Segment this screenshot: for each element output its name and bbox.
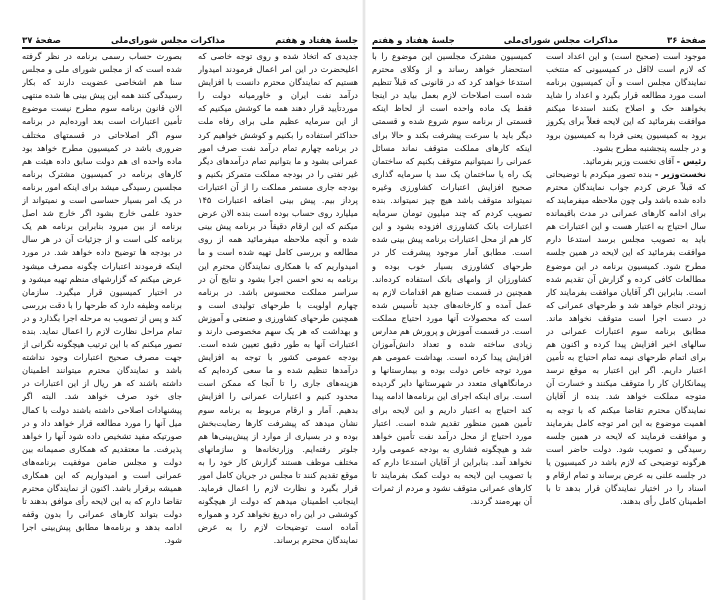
session-title: جلسهٔ هفتاد و هفتم bbox=[372, 36, 455, 46]
page-gutter bbox=[362, 0, 366, 600]
session-title: جلسهٔ هفتاد و هفتم bbox=[275, 36, 358, 46]
page-number: صفحهٔ ۳۶ bbox=[667, 36, 706, 46]
speech-text: آقای نخست وزیر بفرمائید. bbox=[582, 155, 675, 166]
text-column-left bbox=[22, 50, 182, 595]
left-page bbox=[22, 0, 358, 600]
speaker-name: نخست‌وزیر - bbox=[654, 168, 706, 179]
text-column-left bbox=[372, 50, 532, 595]
speaker-paragraph bbox=[546, 155, 706, 168]
publication-title: مذاکرات مجلس شورای‌ملی bbox=[503, 36, 618, 46]
paragraph: موجود است (صحیح است) و این اعداد است که لازم است لااقل در کمیسیونی که منتخب نمایندگان مجلس است و آن کمیسیون برنامه است مورد مطالعه قرار بگیرد و اعداد را شاید بخواهند حک و اصلاح بکنند استدعا میکنم موافقت بفرمائید که این لایحه فعلاً برای یکروز برود به کمیسیون یعنی فردا به کمیسیون برود و در جلسه پنجشنبه مطرح بشود. bbox=[546, 51, 706, 153]
publication-title: مذاکرات مجلس شورای‌ملی bbox=[111, 36, 226, 46]
text-column-right bbox=[546, 50, 706, 595]
paragraph: بصورت حساب رسمی برنامه در نظر گرفته شده است که از مجلس شورای ملی و مجلس سنا هم اشخاصی عضویت دارند که بکار رسیدگی کنند همه این پیش بینی ها شده منتهی الان قانون برنامه سوم مطرح نیست موضوع تأمین اعتبارات است بعد اورده‌ایم در برنامه سوم اگر اصلاحاتی در قسمتهای مختلف ضروری باشد در کمیسیون مطرح خواهد بود ماده واحده ای هم دولت سابق داده هیئت هم کارهای برنامه در کمیسیون مشترک برنامه مجلسین رسیدگی میشد برای اینکه امور برنامه در یک امر بسیار حساسی است و نمیتواند از حدود علمی خارج بشود اگر خارج شد اصل برنامه از بین میرود بنابراین برنامه هم یک برنامه کلی است و از جزئیات آن در هر سال در بودجه ها توضیح داده خواهد شد. در مورد اینکه فرمودند اعتبارات چگونه مصرف میشود عرض میکنم که گزارشهای منظم تهیه میشود و در اختیار کمیسیون قرار میگیرد. سازمان برنامه وظیفه دارد که طرحها را با دقت بررسی کند و پس از تصویب به مرحله اجرا بگذارد و در تمام مراحل نظارت لازم را اعمال نماید. بنده تصور میکنم که با این ترتیب هیچگونه نگرانی از جهت مصرف صحیح اعتبارات وجود نداشته باشد و نمایندگان محترم میتوانند اطمینان داشته باشند که هر ریال از این اعتبارات در جای خود صرف خواهد شد. البته اگر پیشنهادات اصلاحی داشته باشند دولت با کمال میل آنها را مورد مطالعه قرار خواهد داد و در صورتیکه مفید تشخیص داده شود آنها را خواهد پذیرفت. ما معتقدیم که همکاری صمیمانه بین دولت و مجلس ضامن موفقیت برنامه‌های عمرانی است و امیدواریم که این همکاری همیشه برقرار باشد. اکنون از نمایندگان محترم تقاضا دارم که به این لایحه رأی موافق بدهند تا دولت بتواند کارهای عمرانی را بدون وقفه ادامه بدهد و برنامه‌ها مطابق پیش‌بینی اجرا شود. bbox=[22, 51, 182, 546]
speaker-paragraph bbox=[546, 168, 706, 508]
page-number: صفحهٔ ۳۷ bbox=[22, 36, 61, 46]
paragraph: کمیسیون مشترک مجلسین این موضوع را با استحضار خواهد رساند و از وکلای محترم استدعا خواهد کرد که در قانونی که قبلاً تنظیم شده است اصلاحات لازم بعمل بیاید در اینجا فقط یک ماده واحده است از لحاظ اینکه قسمتی از برنامه سوم شروع شده و قسمتی دیگر باید با سرعت پیشرفت بکند و حالا برای اینکه کارهای مملکت متوقف نماند مسائل عمرانی را نمیتوانیم متوقف بکنیم که ساختمان یک راه یا ساختمان یک سد یا سرمایه گذاری صحیح افزایش اعتبارات کشاورزی وغیره نمیتواند متوقف باشد هیچ چیز نمیتواند. بنده تصویب کردم که چند میلیون تومان سرمایه اعتبارات بانک کشاورزی افزوده بشود و این کار هم از محل اعتبارات برنامه پیش بینی شده است. مطابق آمار موجود پیشرفت کار در طرحهای کشاورزی بسیار خوب بوده و کشاورزان از وامهای بانک استفاده کرده‌اند. همچنین در قسمت صنایع هم اقدامات لازم به عمل آمده و کارخانه‌های جدید تأسیس شده است که محصولات آنها مورد احتیاج مملکت است. در قسمت آموزش و پرورش هم مدارس زیادی ساخته شده و تعداد دانش‌آموزان افزایش پیدا کرده است. بهداشت عمومی هم مورد توجه خاص دولت بوده و بیمارستانها و درمانگاههای متعدد در شهرستانها دایر گردیده است. برای اینکه اجرای این برنامه‌ها ادامه پیدا کند احتیاج به اعتبار داریم و این لایحه برای تأمین همین منظور تقدیم شده است. اعتبار مورد احتیاج از محل درآمد نفت تأمین خواهد شد و هیچگونه فشاری به بودجه عمومی وارد نخواهد آمد. بنابراین از آقایان استدعا دارم که با تصویب این لایحه به دولت کمک بفرمایند تا کارهای عمرانی متوقف نشود و مردم از ثمرات آن بهره‌مند گردند. bbox=[372, 51, 532, 507]
paragraph: جدیدی که اتخاذ شده و روی توجه خاصی که اعلیحضرت در این امر اعمال فرمودند امیدوار هستیم که نمایندگان محترم دانست با افزایش درآمد نفت ایران و خاورمیانه دولت را موردتأیید قرار دهند همه ما کوشش میکنیم که از این سرمایه عظیم ملی برای رفاه ملت حداکثر استفاده را بکنیم و کوشش خواهیم کرد در برنامه چهارم تمام درآمد نفت صرف امور عمرانی بشود و ما بتوانیم تمام درآمدهای دیگر غیر نفتی را در بودجه مملکت متمرکز بکنیم و بودجه جاری مستمر مملکت را از آن اعتبارات پرداز بیم. پیش بینی اضافه اعتبارات ۱۴۵ میلیارد روی حساب بوده است بنده الان عرض میکنم که این ارقام دقیقاً در برنامه پیش بینی شده و آنچه ملاحظه میفرمائید همه از روی مطالعه و بررسی کامل تهیه شده است و ما امیدواریم که با همکاری نمایندگان محترم این برنامه به نحو احسن اجرا بشود و نتایج آن در سراسر مملکت محسوس باشد. در برنامه چهارم اولویت با طرحهای تولیدی است و همچنین طرحهای کشاورزی و صنعتی و آموزش و بهداشت که هر یک سهم مخصوصی دارند و اعتبارات آنها به طور دقیق تعیین شده است. بودجه عمومی کشور با توجه به افزایش درآمدها تنظیم شده و ما سعی کرده‌ایم که هزینه‌های جاری را تا آنجا که ممکن است محدود کنیم و اعتبارات عمرانی را افزایش بدهیم. آمار و ارقام مربوط به برنامه سوم نشان میدهد که پیشرفت کارها رضایت‌بخش بوده و در بسیاری از موارد از پیش‌بینی‌ها هم جلوتر رفته‌ایم. وزارتخانه‌ها و سازمانهای مختلف موظف هستند گزارش کار خود را به موقع تقدیم کنند تا مجلس در جریان کامل امور قرار بگیرد و نظارت لازم را اعمال فرماید. اینجانب اطمینان میدهم که دولت از هیچگونه کوششی در این راه دریغ نخواهد کرد و همواره آماده است توضیحات لازم را به عرض نمایندگان محترم برساند. bbox=[198, 51, 358, 546]
page-header bbox=[22, 32, 358, 49]
right-page bbox=[372, 0, 706, 600]
page-header bbox=[372, 32, 706, 49]
text-column-right bbox=[198, 50, 358, 595]
speech-text: بنده تصور میکردم با توضیحاتی که قبلاً عرض کردم جواب نمایندگان محترم داده شده باشد ولی چون ملاحظه میفرمایند که برای ادامه کارهای عمرانی در مدت باقیمانده سال احتیاج به اعتبار هست و این اعتبارات هم باید به تصویب مجلس برسد استدعا دارم موافقت بفرمائید که این لایحه در همین جلسه مطرح شود. کمیسیون برنامه در این موضوع مطالعات کافی کرده و گزارش آن تقدیم شده است. بنابراین اگر آقایان موافقت بفرمایند کار زودتر انجام خواهد شد و طرحهای عمرانی که در دست اجرا است متوقف نخواهد ماند. مطابق برنامه سوم اعتبارات عمرانی در سالهای اخیر افزایش پیدا کرده و اکنون هم برای اتمام طرحهای نیمه تمام احتیاج به تأمین اعتبار داریم. اگر این اعتبار به موقع نرسد پیمانکاران کار را متوقف میکنند و خسارت آن متوجه مملکت خواهد شد. بنده از آقایان نمایندگان محترم تقاضا میکنم که با توجه به اهمیت موضوع به این امر توجه کامل بفرمایند و موافقت فرمایند که لایحه در همین جلسه رسیدگی و تصویب شود. دولت حاضر است هرگونه توضیحی که لازم باشد در کمیسیون یا در جلسه علنی به عرض برساند و تمام ارقام و اسناد را در اختیار نمایندگان قرار بدهد تا با اطمینان کامل رأی بدهند. bbox=[546, 168, 706, 507]
speaker-name: رئیس - bbox=[676, 155, 706, 166]
